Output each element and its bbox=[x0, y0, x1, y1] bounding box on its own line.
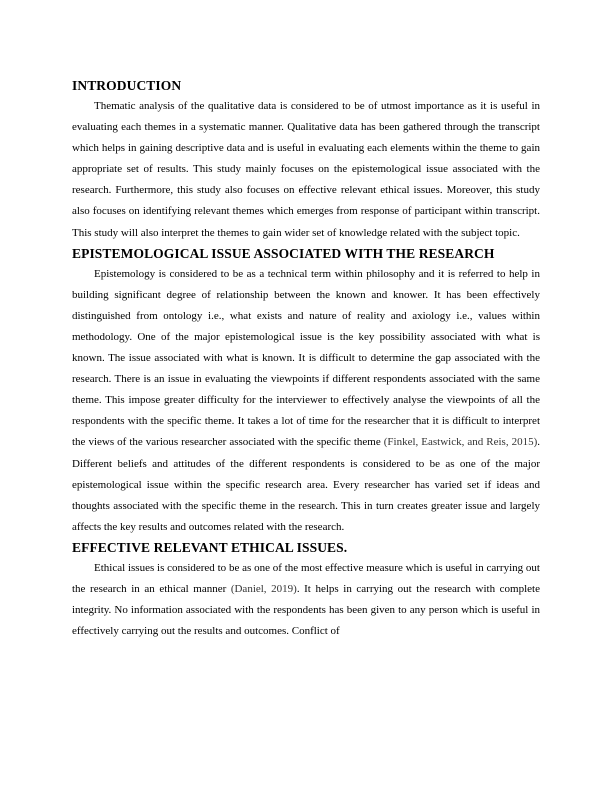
citation-finkel: (Finkel, Eastwick, and Reis, 2015) bbox=[383, 436, 538, 449]
document-body bbox=[72, 76, 540, 642]
epistemological-text-before-citation: Epistemology is considered to be as a technical term within philosophy and it is referred to help in building significant degree of relationship between the known and knower. It has been effectively distinguished from ontology i.e., what exists and nature of reality and axiology i.e., values within methodology. One of the major epistemological issue is the key possibility associated with what is known. The issue associated with what is known. It is difficult to determine the gap associated with the research. There is an issue in evaluating the viewpoints if different respondents associated with the same theme. This impose greater difficulty for the interviewer to effectively analyse the viewpoints of all the respondents with the specific theme. It takes a lot of time for the researcher that it is difficult to interpret the views of the various researcher associated with the specific theme bbox=[72, 267, 540, 449]
citation-daniel: (Daniel, 2019) bbox=[230, 582, 297, 595]
ethical-issues-heading: EFFECTIVE RELEVANT ETHICAL ISSUES. bbox=[72, 539, 348, 555]
epistemological-issue-heading: EPISTEMOLOGICAL ISSUE ASSOCIATED WITH THE RESEARCH bbox=[72, 245, 495, 261]
introduction-paragraph: Thematic analysis of the qualitative data is considered to be of utmost importance as it is useful in evaluating each themes in a systematic manner. Qualitative data has been gathered through the transcript which helps in gaining descriptive data and is useful in evaluating each elements within the theme to gain appropriate set of results. This study mainly focuses on the epistemological issue associated with the research. Furthermore, this study also focuses on effective relevant ethical issues. Moreover, this study also focuses on identifying relevant themes which emerges from response of participant within transcript. This study will also interpret the themes to gain wider set of knowledge related with the subject topic. bbox=[72, 100, 540, 239]
ethical-issues-paragraph bbox=[72, 558, 540, 642]
ethical-text-after-citation: . It helps in carrying out the research with complete integrity. No information associated with the respondents has been given to any person which is useful in effectively carrying out the results and outcomes. Conflict of bbox=[72, 582, 540, 638]
ethical-text-before-citation: Ethical issues is considered to be as one of the most effective measure which is useful in carrying out the research in an ethical manner bbox=[72, 561, 540, 595]
introduction-heading: INTRODUCTION bbox=[72, 78, 182, 93]
epistemological-issue-paragraph bbox=[72, 264, 540, 538]
epistemological-text-after-citation: . Different beliefs and attitudes of the different respondents is considered to be as one of the major epistemological issue within the specific research area. Every researcher has varied set if ideas and thoughts associated with the specific theme in the research. This in turn creates greater issue and largely affects the key results and outcomes related with the research. bbox=[72, 436, 540, 533]
